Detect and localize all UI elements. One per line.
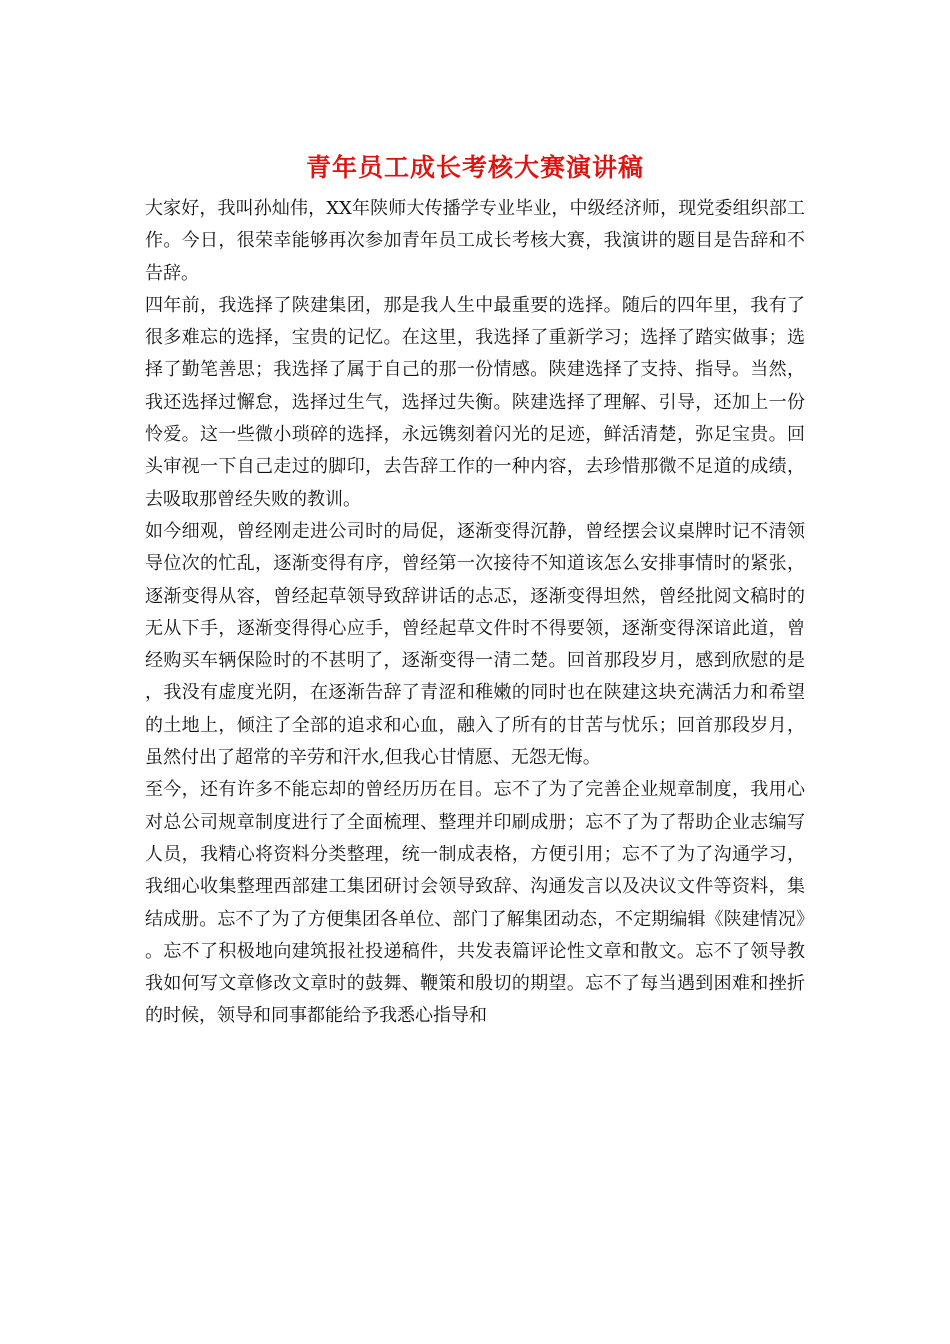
document-title: 青年员工成长考核大赛演讲稿 [305, 153, 644, 182]
paragraph-four-years-ago: 四年前，我选择了陕建集团，那是我人生中最重要的选择。随后的四年里，我有了很多难忘的选择，宝贵的记忆。在这里，我选择了重新学习；选择了踏实做事；选择了勤笔善思；我选择了属于自己的那一份情感。陕建选择了支持、指导。当然，我还选择过懈怠，选择过生气，选择过失衡。陕建选择了理解、引导，还加上一份怜爱。这一些微小琐碎的选择，永远镌刻着闪光的足迹，鲜活清楚，弥足宝贵。回头审视一下自己走过的脚印，去告辞工作的一种内容，去珍惜那微不足道的成绩，去吸取那曾经失败的教训。 [145, 294, 805, 510]
document-body [145, 193, 805, 1033]
paragraph-intro: 大家好，我叫孙灿伟，XX年陕师大传播学专业毕业，中级经济师，现党委组织部工作。今日，很荣幸能够再次参加青年员工成长考核大赛，我演讲的题目是告辞和不告辞。 [145, 198, 805, 284]
paragraph-looking-back: 如今细观，曾经刚走进公司时的局促，逐渐变得沉静，曾经摆会议桌牌时记不清领导位次的忙乱，逐渐变得有序，曾经第一次接待不知道该怎么安排事情时的紧张，逐渐变得从容，曾经起草领导致辞讲话的忐忑，逐渐变得坦然，曾经批阅文稿时的无从下手，逐渐变得得心应手，曾经起草文件时不得要领，逐渐变得深谙此道，曾经购买车辆保险时的不甚明了，逐渐变得一清二楚。回首那段岁月，感到欣慰的是，我没有虚度光阴，在逐渐告辞了青涩和稚嫩的同时也在陕建这块充满活力和希望的土地上，倾注了全部的追求和心血，融入了所有的甘苦与忧乐；回首那段岁月，虽然付出了超常的辛劳和汗水,但我心甘情愿、无怨无悔。 [145, 520, 805, 769]
paragraph-unforgettable: 至今，还有许多不能忘却的曾经历历在目。忘不了为了完善企业规章制度，我用心对总公司规章制度进行了全面梳理、整理并印刷成册；忘不了为了帮助企业志编写人员，我精心将资料分类整理，统一制成表格，方便引用；忘不了为了沟通学习，我细心收集整理西部建工集团研讨会领导致辞、沟通发言以及决议文件等资料，集结成册。忘不了为了方便集团各单位、部门了解集团动态，不定期编辑《陕建情况》。忘不了积极地向建筑报社投递稿件，共发表篇评论性文章和散文。忘不了领导教我如何写文章修改文章时的鼓舞、鞭策和殷切的期望。忘不了每当遇到困难和挫折的时候，领导和同事都能给予我悉心指导和 [145, 779, 805, 1027]
